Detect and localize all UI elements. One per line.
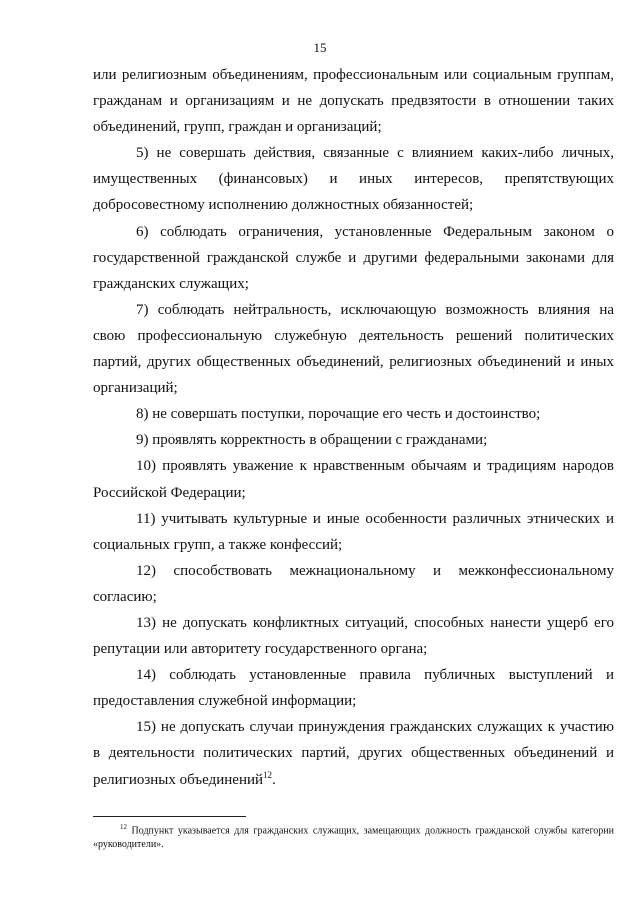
footnote-separator <box>93 816 246 817</box>
list-item: 14) соблюдать установленные правила публичных выступлений и предоставления служебной информации; <box>93 667 614 710</box>
list-item: 9) проявлять корректность в обращении с гражданами; <box>136 432 488 449</box>
footnote <box>93 820 614 852</box>
footnote-text: Подпункт указывается для гражданских служащих, замещающих должность гражданской службы категории «руководители». <box>93 825 614 851</box>
list-item: 10) проявлять уважение к нравственным обычаям и традициям народов Российской Федерации; <box>93 458 614 501</box>
list-item-last <box>93 714 614 792</box>
document-body <box>93 62 614 793</box>
list-item: 13) не допускать конфликтных ситуаций, способных нанести ущерб его репутации или авторитету государственного органа; <box>93 614 614 658</box>
list-item: 6) соблюдать ограничения, установленные Федеральным законом о государственной гражданской службе и другими федеральными законами для гражданских служащих; <box>93 223 614 292</box>
list-item: 8) не совершать поступки, порочащие его честь и достоинство; <box>136 406 541 423</box>
list-item: 7) соблюдать нейтральность, исключающую возможность влияния на свою профессиональную служебную деятельность решений политических партий, других общественных объединений, религиозных объединений и иных организаций; <box>93 301 614 397</box>
list-item-text: 15) не допускать случаи принуждения гражданских служащих к участию в деятельности политических партий, других общественных объединений и религиозных объединений <box>93 719 614 788</box>
page-number: 15 <box>313 40 327 55</box>
paragraph: или религиозным объединениям, профессиональным или социальным группам, гражданам и организациям и не допускать предвзятости в отношении таких объединений, групп, граждан и организаций; <box>93 67 614 136</box>
footnote-marker: 12 <box>120 823 127 831</box>
footnote-reference: 12 <box>263 769 273 780</box>
list-item: 12) способствовать межнациональному и межконфессиональному согласию; <box>93 562 614 605</box>
list-item-trailing: . <box>272 771 276 788</box>
list-item: 11) учитывать культурные и иные особенности различных этнических и социальных групп, а также конфессий; <box>93 510 614 553</box>
list-item: 5) не совершать действия, связанные с влиянием каких-либо личных, имущественных (финансовых) и иных интересов, препятствующих добросовестному исполнению должностных обязанностей; <box>93 145 614 214</box>
